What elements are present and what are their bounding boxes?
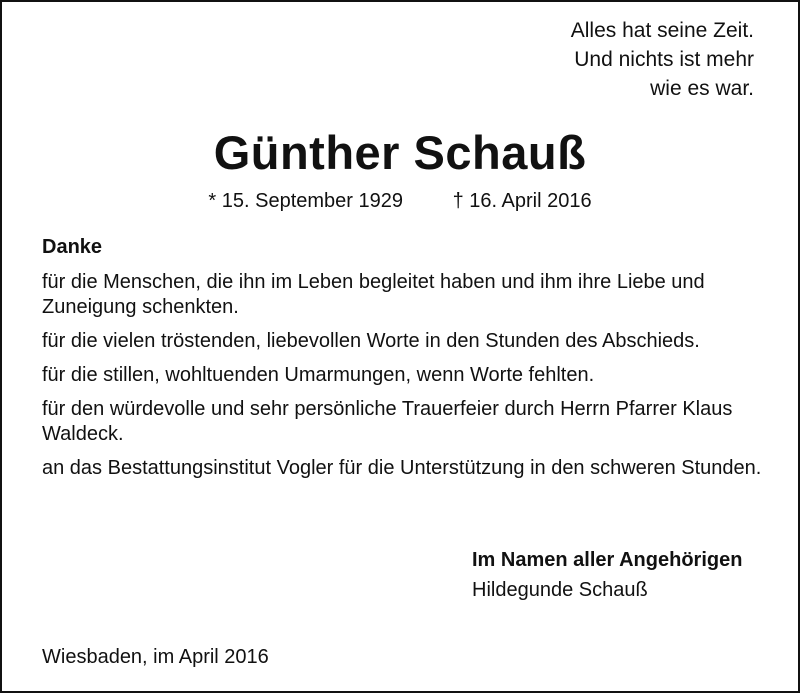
thanks-heading: Danke xyxy=(42,236,103,258)
motto-line: Und nichts ist mehr xyxy=(574,48,754,71)
motto-quote xyxy=(434,18,754,102)
thanks-paragraph: für die stillen, wohltuenden Umarmungen, wenn Worte fehlten. xyxy=(42,364,595,386)
life-dates xyxy=(2,188,798,214)
motto-line: wie es war. xyxy=(650,77,754,100)
birth-date: * 15. September 1929 xyxy=(208,190,404,212)
on-behalf-label: Im Namen aller Angehörigen xyxy=(472,549,743,571)
deceased-name: Günther Schauß xyxy=(213,126,587,179)
motto-line: Alles hat seine Zeit. xyxy=(570,19,754,42)
death-date: † 16. April 2016 xyxy=(452,190,592,212)
thanks-paragraph: für die vielen tröstenden, liebevollen Worte in den Stunden des Abschieds. xyxy=(42,330,700,352)
signer-name: Hildegunde Schauß xyxy=(472,579,648,601)
thanks-section xyxy=(42,235,782,490)
thanks-paragraph: für die Menschen, die ihn im Leben begleitet haben und ihm ihre Liebe und Zuneigung schenkten. xyxy=(42,271,705,318)
thanks-paragraph: für den würdevolle und sehr persönliche Trauerfeier durch Herrn Pfarrer Klaus Waldeck. xyxy=(42,398,733,445)
place-and-date: Wiesbaden, im April 2016 xyxy=(42,646,269,668)
thanks-paragraph: an das Bestattungsinstitut Vogler für die Unterstützung in den schweren Stunden. xyxy=(42,457,762,479)
signature-block xyxy=(472,547,782,603)
